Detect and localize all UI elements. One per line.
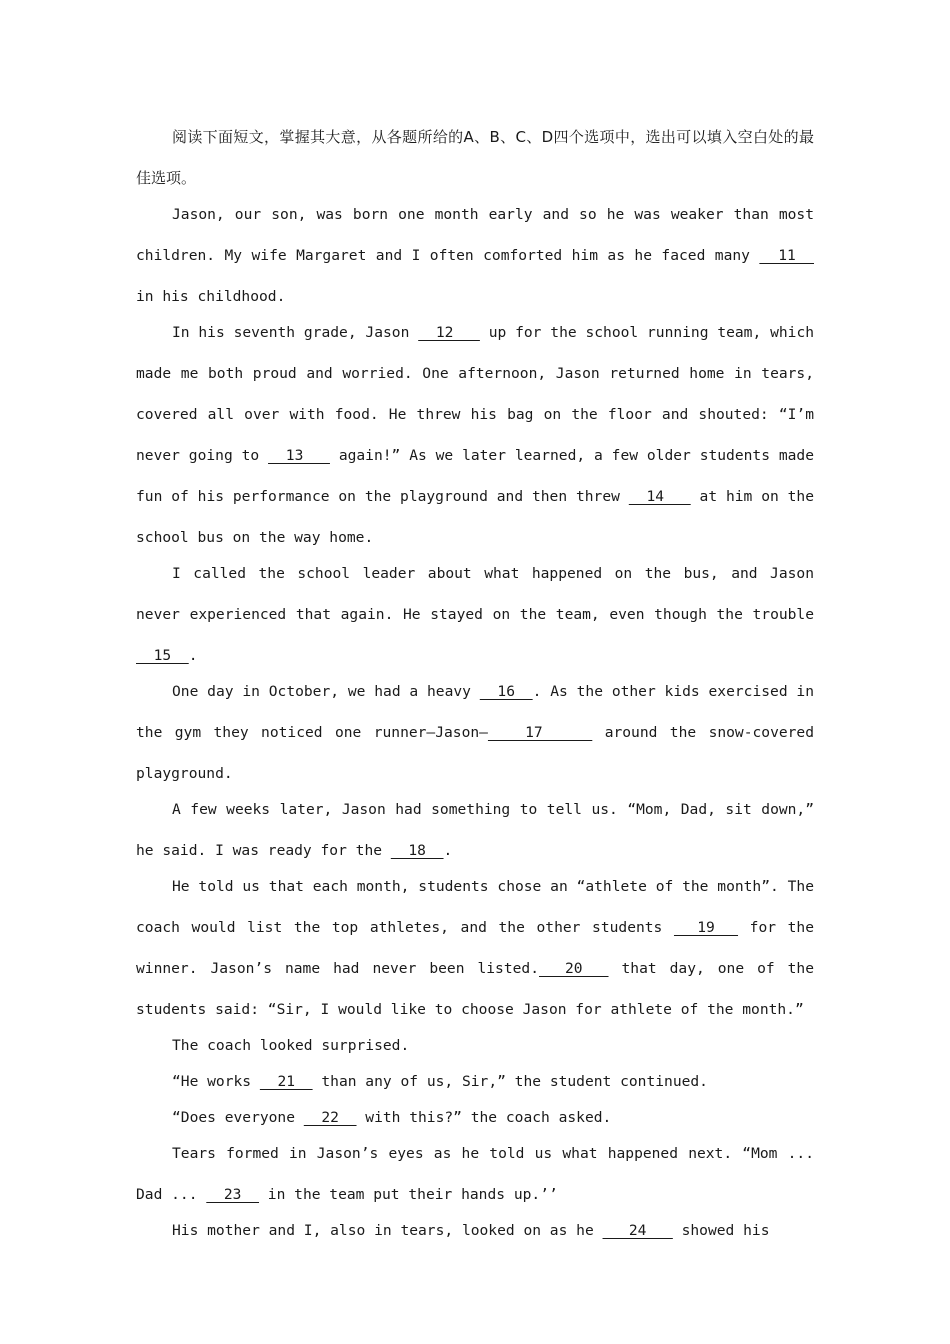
paragraph-5: A few weeks later, Jason had something to tell us. “Mom, Dad, sit down,” he said. I was ready for the 18 . xyxy=(136,801,814,859)
blank-14: 14 xyxy=(628,488,691,505)
paragraph-6: He told us that each month, students chose an “athlete of the month”. The coach would list the top athletes, and the other students 19 for the winner. Jason’s name had never been listed. 20 that day, one of the students said: “Sir, I would like to choose Jason for athlete of the month.” xyxy=(136,878,815,1018)
blank-17: 17 xyxy=(487,724,593,741)
paragraph-4: One day in October, we had a heavy 16 . As the other kids exercised in the gym they noticed one runner—Jason— 17 around the snow-covered playground. xyxy=(136,683,814,782)
blank-21: 21 xyxy=(259,1073,313,1090)
blank-11: 11 xyxy=(759,247,814,264)
blank-22: 22 xyxy=(303,1109,357,1126)
blank-12: 12 xyxy=(418,324,480,341)
blank-19: 19 xyxy=(673,919,739,936)
paragraph-7: The coach looked surprised. xyxy=(172,1037,410,1054)
blank-24: 24 xyxy=(602,1222,673,1239)
paragraph-10: Tears formed in Jason’s eyes as he told us what happened next. “Mom ... Dad ... 23 in the team put their hands up.’’ xyxy=(136,1145,814,1203)
blank-20: 20 xyxy=(539,960,609,977)
paragraph-3: I called the school leader about what happened on the bus, and Jason never experienced that again. He stayed on the team, even though the trouble 15 . xyxy=(136,565,814,664)
blank-16: 16 xyxy=(479,683,533,700)
paragraph-11: His mother and I, also in tears, looked on as he 24 showed his xyxy=(172,1222,770,1239)
blank-13: 13 xyxy=(268,447,330,464)
paragraph-9: “Does everyone 22 with this?” the coach asked. xyxy=(172,1109,612,1126)
blank-23: 23 xyxy=(206,1186,260,1203)
paragraph-1: Jason, our son, was born one month early and so he was weaker than most children. My wife Margaret and I often comforted him as he faced many 11 in his childhood. xyxy=(136,206,814,305)
paragraph-2: In his seventh grade, Jason 12 up for the school running team, which made me both proud and worried. One afternoon, Jason returned home in tears, covered all over with food. He threw his bag on the floor and shouted: “I’m never going to 13 again!” As we later learned, a few older students made fun of his performance on the playground and then threw 14 at him on the school bus on the way home. xyxy=(136,324,815,546)
instruction: 阅读下面短文，掌握其大意，从各题所给的A、B、C、D四个选项中，选出可以填入空白处的最佳选项。 xyxy=(136,128,814,187)
exercise-page xyxy=(136,117,814,1251)
paragraph-8: “He works 21 than any of us, Sir,” the student continued. xyxy=(172,1073,708,1090)
blank-15: 15 xyxy=(136,647,189,664)
blank-18: 18 xyxy=(390,842,444,859)
